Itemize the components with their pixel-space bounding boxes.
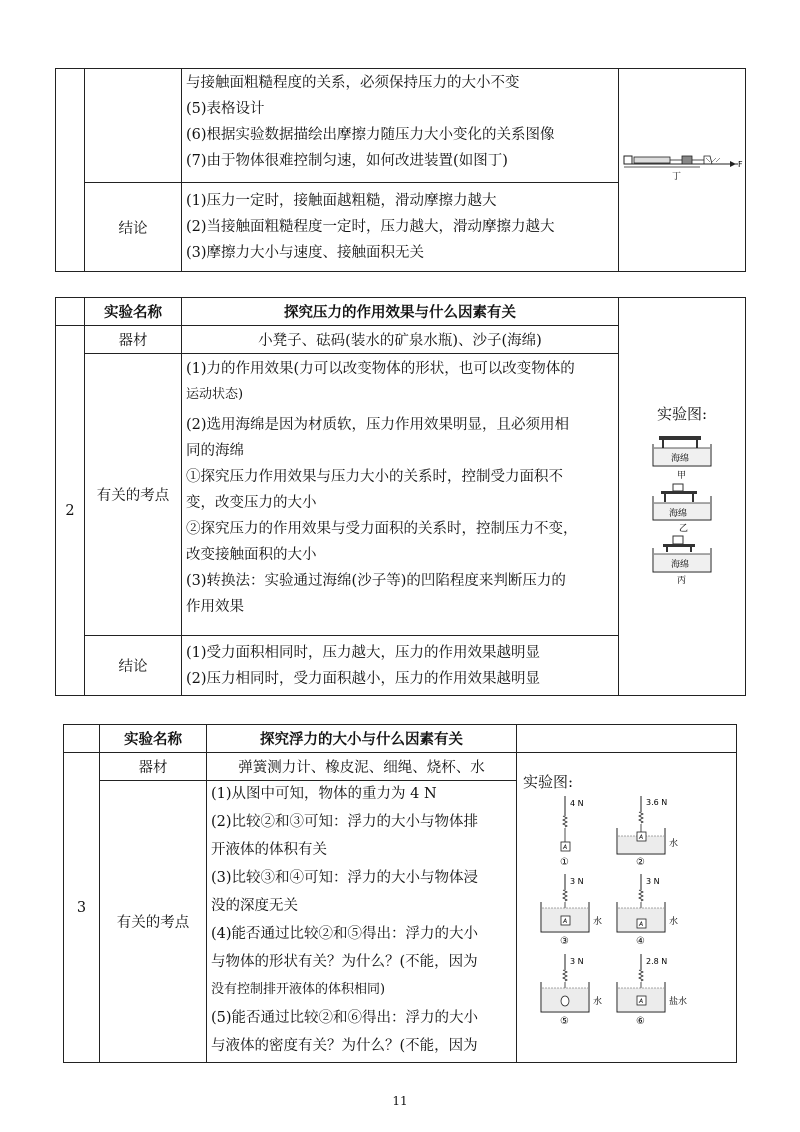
point-line: (2)选用海绵是因为材质软，压力作用效果明显，且必须用相 xyxy=(186,417,570,433)
table3-name-label: 实验名称 xyxy=(100,725,207,753)
conclusion-line: (3)摩擦力大小与速度、接触面积无关 xyxy=(186,245,425,261)
table1-figure-cell xyxy=(619,69,746,272)
table2-figure-cell xyxy=(619,298,746,696)
table3-materials: 弹簧测力计、橡皮泥、细绳、烧杯、水 xyxy=(207,753,517,781)
table3-figure-cell xyxy=(517,753,737,1063)
object-label: A xyxy=(639,834,644,841)
water-label: 水 xyxy=(669,839,679,849)
table-pressure-effect xyxy=(55,297,746,696)
table3-corner-cell xyxy=(64,725,100,753)
table3-points-label: 有关的考点 xyxy=(100,781,207,1063)
table3-points-cell xyxy=(207,781,517,1063)
table1-conclusion-label: 结论 xyxy=(85,183,182,272)
sponge-experiment-figure xyxy=(647,430,717,586)
yi-label: 乙 xyxy=(679,524,689,534)
table3-header-blank xyxy=(517,725,737,753)
reading-3: 3 N xyxy=(570,877,584,886)
point-line: 与物体的形状有关？为什么？(不能，因为 xyxy=(211,954,478,970)
reading-5: 3 N xyxy=(570,957,584,966)
circle-5: ⑤ xyxy=(560,1016,569,1027)
object-label: A xyxy=(639,921,644,928)
point-line: (1)力的作用效果(力可以改变物体的形状，也可以改变物体的 xyxy=(186,361,575,377)
point-line: ①探究压力作用效果与压力大小的关系时，控制受力面积不 xyxy=(186,469,563,485)
table2-corner-cell xyxy=(56,298,85,326)
table3-number: 3 xyxy=(64,753,100,1063)
circle-4: ④ xyxy=(636,936,645,947)
table2-conclusion-cell xyxy=(182,636,619,696)
point-line: 没的深度无关 xyxy=(211,898,298,914)
table3-title: 探究浮力的大小与什么因素有关 xyxy=(207,725,517,753)
point-line: 开液体的体积有关 xyxy=(211,842,327,858)
water-label: 水 xyxy=(593,997,603,1007)
table1-number-cell xyxy=(56,69,85,272)
jia-label: 甲 xyxy=(677,471,687,481)
point-line: (1)从图中可知，物体的重力为 4 N xyxy=(211,786,437,802)
table1-points-cell xyxy=(182,69,619,183)
bing-label: 丙 xyxy=(677,576,687,586)
reading-2: 3.6 N xyxy=(646,798,668,807)
table-friction-continued xyxy=(55,68,746,272)
point-line: (5)表格设计 xyxy=(186,101,265,117)
conclusion-line: (1)压力一定时，接触面越粗糙，滑动摩擦力越大 xyxy=(186,193,497,209)
object-label: A xyxy=(563,918,568,925)
point-line: 与接触面粗糙程度的关系，必须保持压力的大小不变 xyxy=(186,75,520,91)
force-label: F xyxy=(738,160,743,169)
point-line: 没有控制排开液体的体积相同) xyxy=(211,982,386,997)
sponge-label: 海绵 xyxy=(671,454,690,464)
figure-caption: 实验图: xyxy=(656,405,708,423)
table2-points-cell xyxy=(182,354,619,636)
water-label: 水 xyxy=(593,917,603,927)
conclusion-line: (2)当接触面粗糙程度一定时，压力越大，滑动摩擦力越大 xyxy=(186,219,555,235)
conclusion-line: (2)压力相同时，受力面积越小，压力的作用效果越明显 xyxy=(186,670,541,687)
point-line: 运动状态) xyxy=(186,387,244,402)
page-number: 11 xyxy=(392,1094,408,1108)
table2-points-label: 有关的考点 xyxy=(85,354,182,636)
circle-6: ⑥ xyxy=(636,1016,645,1027)
table2-conclusion-label: 结论 xyxy=(85,636,182,696)
conclusion-line: (1)受力面积相同时，压力越大，压力的作用效果越明显 xyxy=(186,644,541,661)
ding-label: 丁 xyxy=(672,172,682,182)
table2-title: 探究压力的作用效果与什么因素有关 xyxy=(182,298,619,326)
friction-apparatus-figure xyxy=(620,148,744,188)
table1-points-label-cell xyxy=(85,69,182,183)
point-line: 同的海绵 xyxy=(186,443,244,459)
water-label: 水 xyxy=(669,917,679,927)
point-line: 改变接触面积的大小 xyxy=(186,547,317,563)
point-line: (7)由于物体很难控制匀速，如何改进装置(如图丁) xyxy=(186,153,508,169)
table-buoyancy xyxy=(63,724,737,1063)
point-line: (5)能否通过比较②和⑥得出：浮力的大小 xyxy=(211,1010,479,1026)
point-line: (6)根据实验数据描绘出摩擦力随压力大小变化的关系图像 xyxy=(186,127,555,143)
table1-conclusion-cell xyxy=(182,183,619,272)
circle-1: ① xyxy=(560,857,569,868)
point-line: 变，改变压力的大小 xyxy=(186,495,317,511)
point-line: 作用效果 xyxy=(186,599,244,615)
buoyancy-experiment-figure xyxy=(517,790,735,1030)
circle-2: ② xyxy=(636,857,645,868)
table2-name-label: 实验名称 xyxy=(85,298,182,326)
reading-4: 3 N xyxy=(646,877,660,886)
point-line: (4)能否通过比较②和⑤得出：浮力的大小 xyxy=(211,926,479,942)
point-line: (2)比较②和③可知：浮力的大小与物体排 xyxy=(211,814,479,830)
reading-6: 2.8 N xyxy=(646,957,668,966)
point-line: ②探究压力的作用效果与受力面积的关系时，控制压力不变， xyxy=(186,521,578,537)
circle-3: ③ xyxy=(560,936,569,947)
table2-number: 2 xyxy=(56,326,85,696)
table2-materials: 小凳子、砝码(装水的矿泉水瓶)、沙子(海绵) xyxy=(182,326,619,354)
point-line: (3)转换法：实验通过海绵(沙子等)的凹陷程度来判断压力的 xyxy=(186,573,566,589)
figure-caption: 实验图: xyxy=(523,773,574,791)
reading-1: 4 N xyxy=(570,799,584,808)
table2-materials-label: 器材 xyxy=(85,326,182,354)
saltwater-label: 盐水 xyxy=(669,997,688,1007)
sponge-label: 海绵 xyxy=(671,560,690,570)
point-line: (3)比较③和④可知：浮力的大小与物体浸 xyxy=(211,870,479,886)
sponge-label: 海绵 xyxy=(669,509,688,519)
table3-materials-label: 器材 xyxy=(100,753,207,781)
point-line: 与液体的密度有关？为什么？(不能，因为 xyxy=(211,1038,478,1054)
object-label: A xyxy=(639,998,644,1005)
object-label: A xyxy=(563,844,568,851)
